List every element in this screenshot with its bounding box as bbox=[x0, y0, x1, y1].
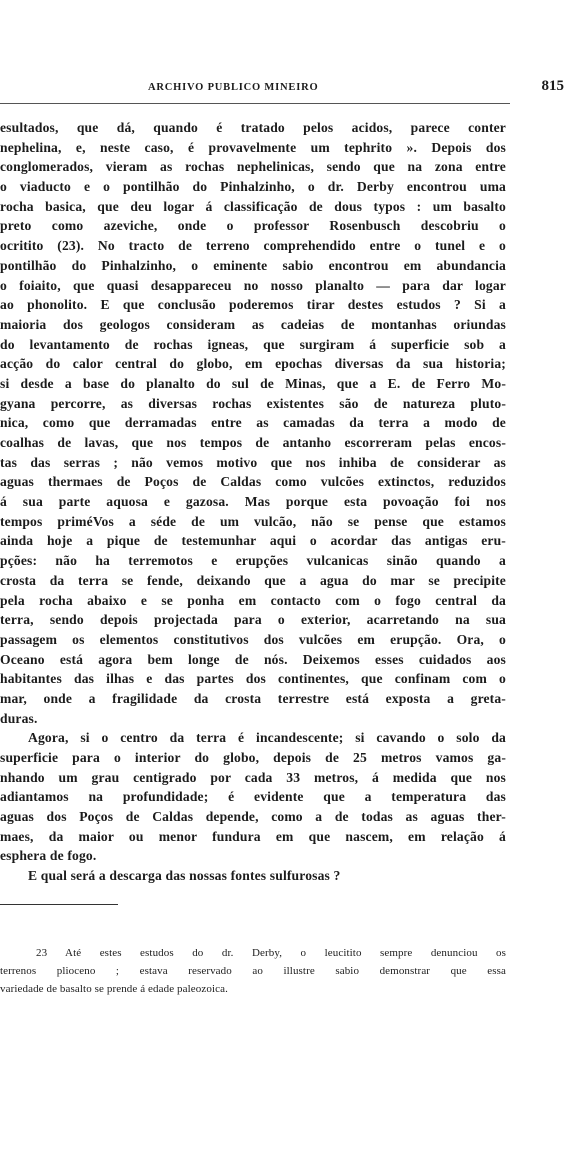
text-line: preto como azeviche, onde o professor Rosenbusch descobriu o bbox=[0, 218, 506, 234]
footnote-rule bbox=[0, 904, 118, 905]
text-line: duras. bbox=[0, 710, 38, 726]
text-line: esultados, que dá, quando é tratado pelos acidos, parece conter bbox=[0, 120, 506, 135]
text-line: mar, onde a fragilidade da crosta terrestre está exposta a greta- bbox=[0, 690, 506, 706]
text-line: si desde a base do planalto do sul de Minas, que a E. de Ferro Mo- bbox=[0, 375, 506, 391]
text-line: pontilhão do Pinhalzinho, o eminente sabio encontrou em abundancia bbox=[0, 257, 506, 273]
text-line: gyana percorre, as diversas rochas existentes são de natureza pluto- bbox=[0, 395, 506, 411]
text-line: ainda hoje a pique de testemunhar aqui o acordar das antigas eru- bbox=[0, 533, 506, 549]
text-line: superficie para o interior do globo, depois de 25 metros vamos ga- bbox=[0, 750, 506, 765]
text-line: maes, da maior ou menor fundura em que nascem, em relação á bbox=[0, 828, 506, 844]
text-line: acção do calor central do globo, em epochas diversas da sua historia; bbox=[0, 356, 506, 372]
text-line: pela rocha abaixo e se ponha em contacto com o fogo central da bbox=[0, 592, 506, 608]
body-text bbox=[0, 118, 506, 886]
text-line: terra, sendo depois projectada para o exterior, acarretando na sua bbox=[0, 612, 506, 628]
page-number: 815 bbox=[541, 78, 564, 94]
text-line: o viaducto e o pontilhão do Pinhalzinho, o dr. Derby encontrou uma bbox=[0, 179, 506, 195]
text-line: aguas thermaes de Poços de Caldas como vulcões extinctos, reduzidos bbox=[0, 474, 506, 490]
text-line: aguas dos Poços de Caldas depende, como a de todas as aguas ther- bbox=[0, 809, 506, 825]
text-line: E qual será a descarga das nossas fontes sulfurosas ? bbox=[28, 868, 341, 884]
text-line: nhando um grau centigrado por cada 33 metros, á medida que nos bbox=[0, 769, 506, 785]
text-line: tempos priméVos a séde de um vulcão, não se pense que estamos bbox=[0, 513, 506, 529]
text-line: o foiaito, que quasi desappareceu no nosso planalto — para dar logar bbox=[0, 277, 506, 293]
text-line: pções: não ha terremotos e erupções vulcanicas sinão quando a bbox=[0, 553, 506, 569]
running-title: ARCHIVO PUBLICO MINEIRO bbox=[148, 82, 319, 93]
text-line: nica, como que derramadas entre as camadas da terra a modo de bbox=[0, 415, 506, 431]
footnote-line: 23 Até estes estudos do dr. Derby, o leucitito sempre denunciou os bbox=[36, 947, 506, 959]
text-line: adiantamos na profundidade; é evidente que a temperatura das bbox=[0, 789, 506, 805]
footnotes bbox=[0, 944, 506, 998]
footnote-line: variedade de basalto se prende á edade paleozoica. bbox=[0, 983, 228, 995]
text-line: rocha basica, que deu logar á classificação de dous typos : um basalto bbox=[0, 198, 506, 214]
text-line: Agora, si o centro da terra é incandescente; si cavando o solo da bbox=[28, 730, 506, 746]
text-line: maioria dos geologos consideram as cadeias de montanhas oriundas bbox=[0, 316, 506, 332]
text-line: tas das serras ; não vemos motivo que nos inhiba de considerar as bbox=[0, 454, 506, 470]
text-line: á sua parte aquosa e gazosa. Mas porque esta povoação foi nos bbox=[0, 494, 506, 510]
text-line: habitantes das ilhas e das partes dos continentes, que confinam com o bbox=[0, 671, 506, 687]
running-head bbox=[148, 78, 568, 98]
text-line: nephelina, e, neste caso, é provavelmente um tephrito ». Depois dos bbox=[0, 139, 506, 155]
text-line: ocritito (23). No tracto de terreno comprehendido entre o tunel e o bbox=[0, 238, 506, 254]
footnote-line: terrenos plioceno ; estava reservado ao illustre sabio demonstrar que essa bbox=[0, 965, 506, 977]
text-line: conglomerados, vieram as rochas nephelinicas, sendo que na zona entre bbox=[0, 159, 506, 175]
text-line: ao phonolito. E que conclusão poderemos tirar destes estudos ? Si a bbox=[0, 297, 506, 313]
text-line: coalhas de lavas, que nos tempos de antanho escorreram pelas encos- bbox=[0, 435, 506, 450]
text-line: passagem os elementos constitutivos dos vulcões em erupção. Ora, o bbox=[0, 631, 506, 647]
text-line: esphera de fogo. bbox=[0, 848, 97, 864]
header-rule bbox=[0, 103, 510, 104]
text-line: crosta da terra se fende, deixando que a agua do mar se precipite bbox=[0, 572, 506, 588]
text-line: Oceano está agora bem longe de nós. Deixemos esses cuidados aos bbox=[0, 651, 506, 667]
text-line: do levantamento de rochas igneas, que surgiram á superficie sob a bbox=[0, 336, 506, 352]
